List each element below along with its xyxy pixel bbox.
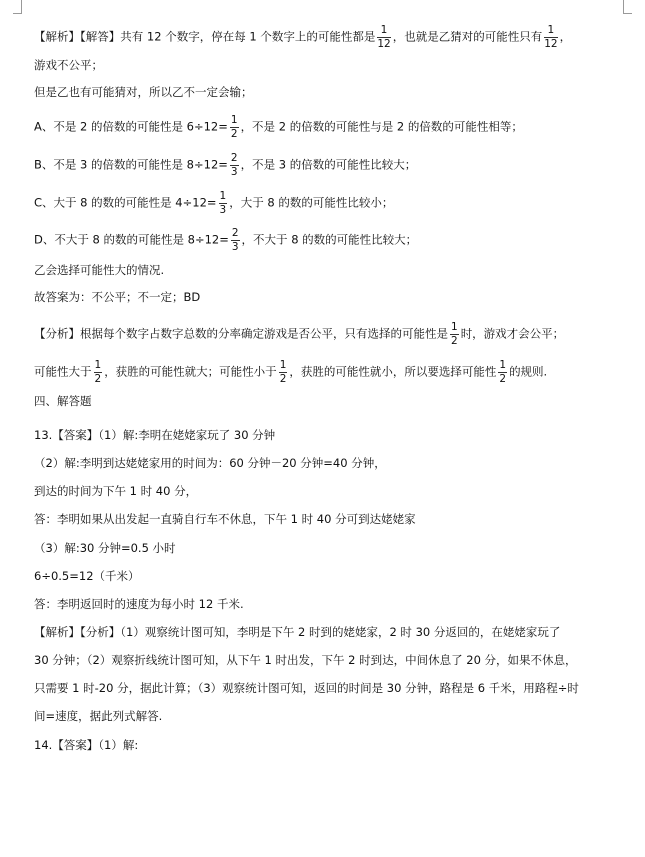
numerator: 1	[94, 359, 102, 371]
numerator: 2	[230, 152, 238, 164]
text: 【分析】根据每个数字占数字总数的分率确定游戏是否公平，只有选择的可能性是	[34, 326, 448, 341]
analysis-line-3: 但是乙也有可能猜对，所以乙不一定会输；	[34, 85, 253, 99]
fraction	[279, 360, 288, 384]
numerator: 1	[499, 359, 507, 371]
method-line-1	[34, 322, 564, 346]
q13-answer-3: （3）解:30 分钟=0.5 小时	[34, 541, 176, 555]
text: 【解析】【解答】共有 12 个数字，停在每 1 个数字上的可能性都是	[34, 29, 376, 44]
q13-answer-2: （2）解:李明到达姥姥家用的时间为：60 分钟－20 分钟=40 分钟，	[34, 456, 386, 470]
q13-answer-3c: 答：李明返回时的速度为每小时 12 千米.	[34, 597, 244, 611]
numerator: 1	[544, 25, 557, 38]
denominator: 12	[377, 37, 391, 50]
text: ，也就是乙猜对的可能性只有	[392, 29, 543, 44]
analysis-line-8: 乙会选择可能性大的情况.	[34, 263, 165, 277]
method-line-2	[34, 360, 547, 384]
q14-answer-1: 14.【答案】（1）解:	[34, 738, 139, 752]
denominator: 2	[279, 372, 287, 385]
fraction	[231, 228, 240, 252]
option-d-line	[34, 228, 417, 252]
text: ，	[559, 29, 572, 44]
page-corner-mark-left	[13, 0, 22, 14]
denominator: 12	[544, 37, 558, 50]
numerator: 1	[230, 114, 238, 126]
page-corner-mark-right	[623, 0, 632, 14]
analysis-line-1	[34, 25, 571, 49]
fraction	[230, 115, 239, 139]
q13-answer-2c: 答：李明如果从出发起一直骑自行车不休息，下午 1 时 40 分可到达姥姥家	[34, 512, 416, 526]
answer-summary: 故答案为：不公平；不一定；BD	[34, 290, 201, 304]
numerator: 2	[231, 227, 239, 239]
q13-analysis-1: 【解析】【分析】（1）观察统计图可知，李明是下午 2 时到的姥姥家，2 时 30 分返回的，在姥姥家玩了	[34, 625, 561, 639]
numerator: 1	[451, 321, 458, 333]
q13-analysis-3: 只需要 1 时-20 分，据此计算；（3）观察统计图可知，返回的时间是 30 分钟，路程是 6 千米，用路程÷时	[34, 681, 579, 695]
denominator: 2	[230, 127, 238, 140]
text: B、不是 3 的倍数的可能性是 8÷12=	[34, 157, 228, 172]
fraction	[94, 360, 103, 384]
fraction	[544, 25, 557, 49]
denominator: 3	[219, 203, 227, 216]
analysis-line-2: 游戏不公平；	[34, 58, 103, 72]
denominator: 2	[451, 334, 458, 347]
fraction	[230, 153, 239, 177]
text: A、不是 2 的倍数的可能性是 6÷12=	[34, 119, 228, 134]
option-a-line	[34, 115, 523, 139]
text: 时，游戏才会公平；	[460, 326, 565, 341]
fraction	[450, 322, 459, 346]
text: 的规则.	[509, 364, 548, 379]
option-c-line	[34, 191, 393, 215]
denominator: 2	[499, 372, 507, 385]
fraction	[498, 360, 507, 384]
text: 可能性大于	[34, 364, 92, 379]
fraction	[219, 191, 228, 215]
numerator: 1	[279, 359, 287, 371]
text: C、大于 8 的数的可能性是 4÷12=	[34, 195, 217, 210]
text: ，不是 3 的倍数的可能性比较大；	[240, 157, 417, 172]
numerator: 1	[219, 190, 227, 202]
text: ，获胜的可能性就大；可能性小于	[104, 364, 277, 379]
q13-analysis-4: 间=速度，据此列式解答.	[34, 709, 163, 723]
text: ，大于 8 的数的可能性比较小；	[229, 195, 394, 210]
q13-answer-2b: 到达的时间为下午 1 时 40 分，	[34, 484, 198, 498]
denominator: 3	[231, 240, 239, 253]
text: ，不是 2 的倍数的可能性与是 2 的倍数的可能性相等；	[240, 119, 523, 134]
denominator: 3	[230, 165, 238, 178]
denominator: 2	[94, 372, 102, 385]
section-heading: 四、解答题	[34, 394, 92, 408]
numerator: 1	[377, 25, 390, 38]
text: D、不大于 8 的数的可能性是 8÷12=	[34, 232, 229, 247]
text: ，不大于 8 的数的可能性比较大；	[241, 232, 418, 247]
text: ，获胜的可能性就小，所以要选择可能性	[289, 364, 497, 379]
q13-answer-3b: 6÷0.5=12（千米）	[34, 569, 140, 583]
q13-analysis-2: 30 分钟；（2）观察折线统计图可知，从下午 1 时出发，下午 2 时到达，中间休息了 20 分，如果不休息，	[34, 653, 577, 667]
q13-answer-1: 13.【答案】（1）解:李明在姥姥家玩了 30 分钟	[34, 428, 276, 442]
option-b-line	[34, 153, 416, 177]
fraction	[377, 25, 390, 49]
